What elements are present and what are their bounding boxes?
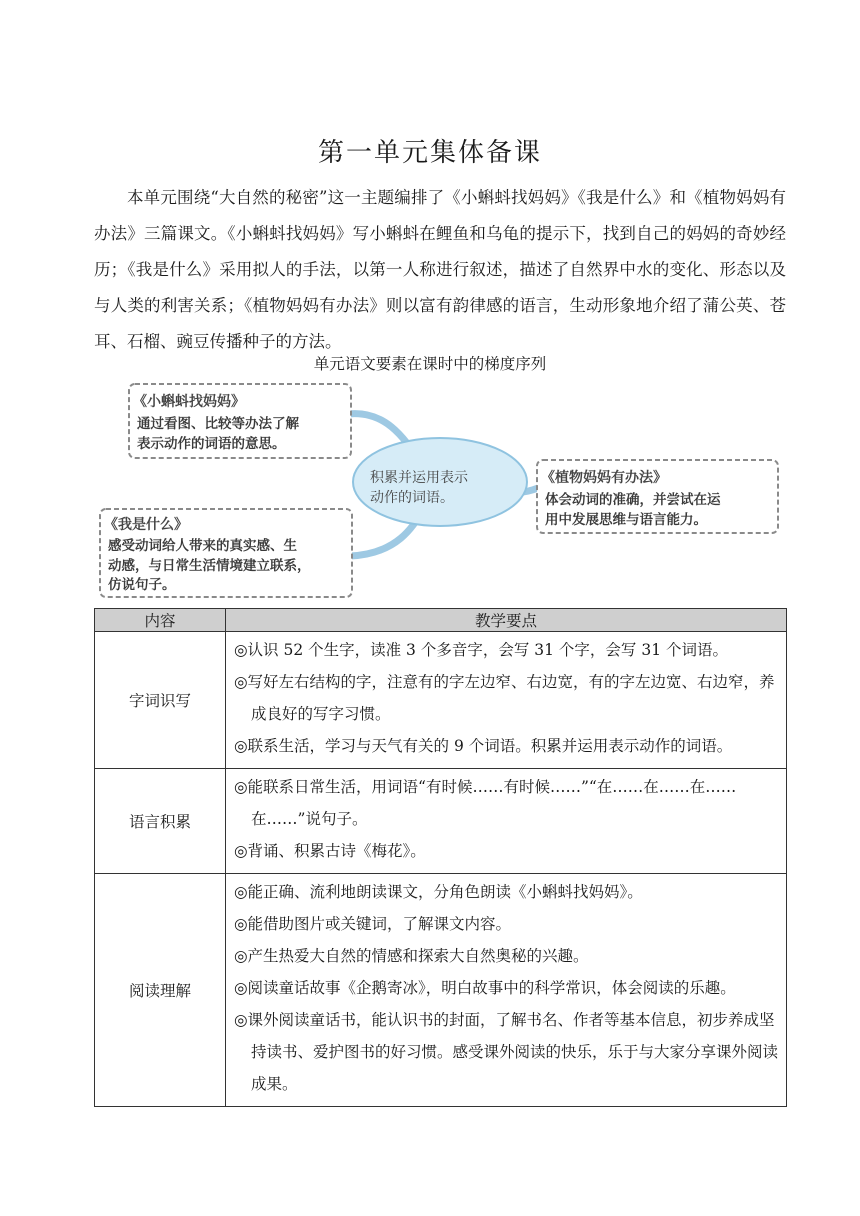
intro-paragraph: 本单元围绕“大自然的秘密”这一主题编排了《小蝌蚪找妈妈》《我是什么》和《植物妈妈有办法》三篇课文。《小蝌蚪找妈妈》写小蝌蚪在鲤鱼和乌龟的提示下，找到自己的妈妈的奇妙经历；《我是什么》采用拟人的手法，以第一人称进行叙述，描述了自然界中水的变化、形态以及与人类的利害关系；《植物妈妈有办法》则以富有韵律感的语言，生动形象地介绍了蒲公英、苍耳、石榴、豌豆传播种子的方法。 (94, 188, 786, 351)
bullet-mark: ◎ (234, 778, 248, 796)
table-header-row (95, 609, 787, 632)
bullet-mark: ◎ (234, 883, 248, 901)
teaching-point: ◎能正确、流利地朗读课文，分角色朗读《小蝌蚪找妈妈》。 (234, 876, 780, 908)
diagram-caption: 单元语文要素在课时中的梯度序列 (313, 355, 547, 373)
teaching-point: ◎能借助图片或关键词，了解课文内容。 (234, 908, 780, 940)
teaching-point: ◎产生热爱大自然的情感和探索大自然奥秘的兴趣。 (234, 940, 780, 972)
table-row (95, 874, 787, 1107)
table-row (95, 769, 787, 874)
lesson-text-tadpole-1: 通过看图、比较等办法了解 (137, 416, 299, 432)
center-text-line-1: 积累并运用表示 (370, 470, 468, 486)
row-category: 字词识写 (95, 632, 226, 769)
lesson-title-tadpole: 《小蝌蚪找妈妈》 (133, 394, 245, 410)
lesson-text-plant-mother-2: 用中发展思维与语言能力。 (545, 512, 707, 528)
lesson-text-what-am-i-1: 感受动词给人带来的真实感、生 (108, 538, 297, 554)
center-text-line-2: 动作的词语。 (370, 490, 454, 506)
table-row (95, 632, 787, 769)
bullet-mark: ◎ (234, 1011, 248, 1029)
bullet-mark: ◎ (234, 947, 248, 965)
bullet-mark: ◎ (234, 737, 248, 755)
bullet-mark: ◎ (234, 842, 248, 860)
bullet-mark: ◎ (234, 641, 248, 659)
teaching-point: ◎阅读童话故事《企鹅寄冰》，明白故事中的科学常识，体会阅读的乐趣。 (234, 972, 780, 1004)
teaching-point: ◎认识 52 个生字，读准 3 个多音字，会写 31 个字，会写 31 个词语。 (234, 634, 780, 666)
bullet-mark: ◎ (234, 673, 248, 691)
lesson-text-what-am-i-2: 动感，与日常生活情境建立联系， (108, 558, 311, 574)
row-category: 语言积累 (95, 769, 226, 874)
row-category: 阅读理解 (95, 874, 226, 1107)
teaching-point: ◎联系生活，学习与天气有关的 9 个词语。积累并运用表示动作的词语。 (234, 730, 780, 762)
teaching-point: ◎写好左右结构的字，注意有的字左边窄、右边宽，有的字左边宽、右边窄，养成良好的写字习惯。 (234, 666, 780, 730)
lesson-text-tadpole-2: 表示动作的词语的意思。 (137, 436, 286, 452)
teaching-point: ◎课外阅读童话书，能认识书的封面，了解书名、作者等基本信息，初步养成坚持读书、爱护图书的好习惯。感受课外阅读的快乐，乐于与大家分享课外阅读成果。 (234, 1004, 780, 1100)
lesson-text-plant-mother-1: 体会动词的准确，并尝试在运 (545, 492, 721, 508)
bullet-mark: ◎ (234, 979, 248, 997)
teaching-point: ◎能联系日常生活，用词语“有时候……有时候……”“在……在……在……在……”说句子。 (234, 771, 780, 835)
lesson-title-plant-mother: 《植物妈妈有办法》 (541, 470, 667, 486)
teaching-points-table (94, 608, 787, 1107)
header-teaching-points: 教学要点 (226, 609, 787, 632)
row-points (226, 769, 787, 874)
header-content: 内容 (95, 609, 226, 632)
page-title: 第一单元集体备课 (317, 138, 542, 168)
mind-map-diagram (96, 378, 786, 602)
row-points (226, 874, 787, 1107)
bullet-mark: ◎ (234, 915, 248, 933)
row-points (226, 632, 787, 769)
lesson-text-what-am-i-3: 仿说句子。 (108, 577, 176, 593)
teaching-point: ◎背诵、积累古诗《梅花》。 (234, 835, 780, 867)
lesson-title-what-am-i: 《我是什么》 (104, 517, 188, 533)
